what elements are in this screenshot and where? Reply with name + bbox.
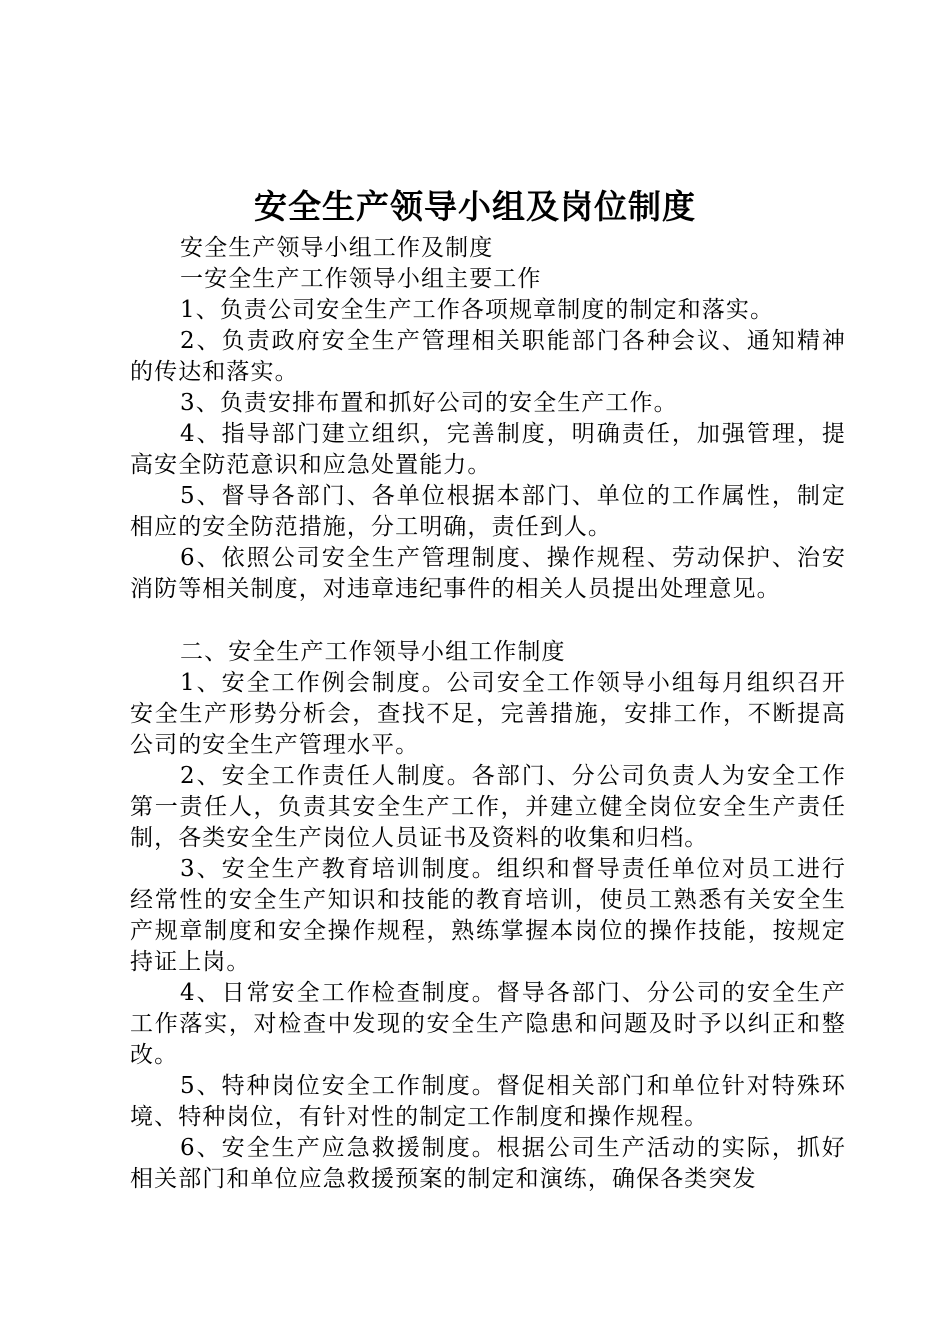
section-heading: 一安全生产工作领导小组主要工作 [180, 266, 542, 292]
paragraph: 3、安全生产教育培训制度。组织和督导责任单位对员工进行经常性的安全生产知识和技能的教育培训，使员工熟悉有关安全生产规章制度和安全操作规程，熟练掌握本岗位的操作技能，按规定持证上岗。 [130, 856, 846, 975]
paragraph: 1、安全工作例会制度。公司安全工作领导小组每月组织召开安全生产形势分析会，查找不足，完善措施，安排工作，不断提高公司的安全生产管理水平。 [130, 670, 846, 758]
paragraph-gap [130, 605, 846, 637]
section-heading: 安全生产领导小组工作及制度 [180, 235, 494, 261]
document-title: 安全生产领导小组及岗位制度 [254, 187, 696, 226]
paragraph: 2、安全工作责任人制度。各部门、分公司负责人为安全工作第一责任人，负责其安全生产工作，并建立健全岗位安全生产责任制，各类安全生产岗位人员证书及资料的收集和归档。 [130, 763, 846, 851]
paragraph: 2、负责政府安全生产管理相关职能部门各种会议、通知精神的传达和落实。 [130, 328, 846, 385]
paragraph: 1、负责公司安全生产工作各项规章制度的制定和落实。 [180, 297, 775, 323]
section-heading: 二、安全生产工作领导小组工作制度 [180, 639, 566, 665]
paragraph: 6、安全生产应急救援制度。根据公司生产活动的实际，抓好相关部门和单位应急救援预案的制定和演练，确保各类突发 [130, 1135, 846, 1192]
paragraph: 4、指导部门建立组织，完善制度，明确责任，加强管理，提高安全防范意识和应急处置能力。 [130, 421, 846, 478]
paragraph: 4、日常安全工作检查制度。督导各部门、分公司的安全生产工作落实，对检查中发现的安全生产隐患和问题及时予以纠正和整改。 [130, 980, 846, 1068]
paragraph: 6、依照公司安全生产管理制度、操作规程、劳动保护、治安消防等相关制度，对违章违纪事件的相关人员提出处理意见。 [130, 545, 846, 602]
paragraph: 3、负责安排布置和抓好公司的安全生产工作。 [180, 390, 678, 416]
paragraph: 5、督导各部门、各单位根据本部门、单位的工作属性，制定相应的安全防范措施，分工明确，责任到人。 [130, 483, 846, 540]
document-body [130, 233, 846, 1195]
paragraph: 5、特种岗位安全工作制度。督促相关部门和单位针对特殊环境、特种岗位，有针对性的制定工作制度和操作规程。 [130, 1073, 846, 1130]
